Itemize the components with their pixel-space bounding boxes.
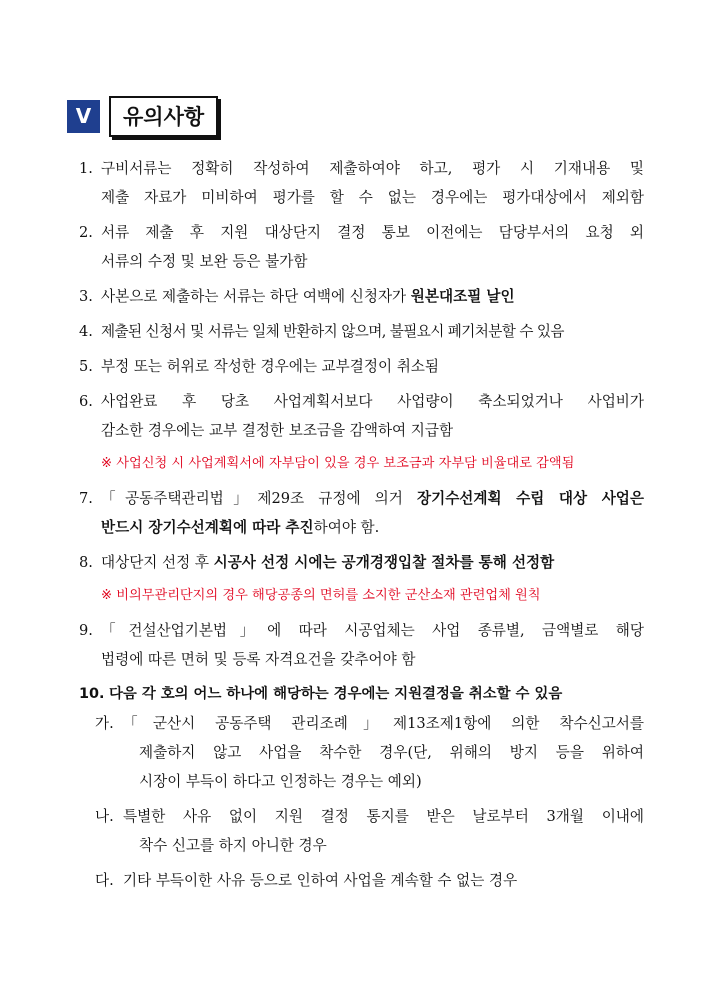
section-title: 유의사항 bbox=[109, 96, 218, 137]
item-text: 제출된 신청서 및 서류는 일체 반환하지 않으며, 불필요시 폐기처분할 수 있음 bbox=[101, 323, 564, 340]
sub-item-na bbox=[79, 802, 644, 860]
notice-item-8 bbox=[79, 548, 644, 610]
item-number: 10. bbox=[79, 686, 105, 702]
item-emphasis: 반드시 장기수선계획에 따라 추진 bbox=[101, 519, 314, 536]
notice-item-10 bbox=[79, 680, 644, 895]
item-number: 6. bbox=[79, 393, 93, 410]
item-text: 부정 또는 허위로 작성한 경우에는 교부결정이 취소됨 bbox=[101, 358, 439, 375]
item-line: 서류의 수정 및 보완 등은 불가함 bbox=[101, 253, 308, 270]
notice-item-1 bbox=[79, 154, 644, 212]
item-number: 5. bbox=[79, 358, 93, 375]
item-emphasis: 장기수선계획 수립 대상 사업은 bbox=[417, 490, 644, 507]
item-line: 법령에 따른 면허 및 등록 자격요건을 갖추어야 함 bbox=[101, 651, 416, 668]
item-text: 대상단지 선정 후 bbox=[101, 554, 214, 571]
item-line: 서류 제출 후 지원 대상단지 결정 통보 이전에는 담당부서의 요청 외 bbox=[101, 224, 644, 241]
sub-item-line: 시장이 부득이 하다고 인정하는 경우는 예외) bbox=[139, 773, 422, 790]
item-emphasis: 원본대조필 날인 bbox=[410, 288, 515, 305]
item-line: 구비서류는 정확히 작성하여 제출하여야 하고, 평가 시 기재내용 및 bbox=[101, 160, 644, 177]
item-text: 「공동주택관리법」제29조 규정에 의거 bbox=[101, 490, 417, 507]
item-number: 4. bbox=[79, 323, 93, 340]
item-line: 감소한 경우에는 교부 결정한 보조금을 감액하여 지급함 bbox=[101, 422, 454, 439]
notice-item-2 bbox=[79, 218, 644, 276]
item-text: 하여야 함. bbox=[313, 519, 380, 536]
note-text: ※ 비의무관리단지의 경우 해당공종의 면허를 소지한 군산소재 관련업체 원칙 bbox=[101, 588, 541, 603]
notice-list bbox=[79, 154, 644, 895]
item-number: 3. bbox=[79, 288, 93, 305]
notice-item-4 bbox=[79, 317, 644, 346]
sub-item-line: 특별한 사유 없이 지원 결정 통지를 받은 날로부터 3개월 이내에 bbox=[123, 808, 644, 825]
notice-item-6 bbox=[79, 387, 644, 478]
sub-item-ga bbox=[79, 709, 644, 796]
item-number: 1. bbox=[79, 160, 93, 177]
notice-item-5 bbox=[79, 352, 644, 381]
notice-item-3 bbox=[79, 282, 644, 311]
item-number: 2. bbox=[79, 224, 93, 241]
item-emphasis: 시공사 선정 시에는 공개경쟁입찰 절차를 통해 선정함 bbox=[213, 554, 555, 571]
item-line: 제출 자료가 미비하여 평가를 할 수 없는 경우에는 평가대상에서 제외함 bbox=[101, 189, 644, 206]
item-number: 9. bbox=[79, 622, 93, 639]
item-line: 「건설산업기본법」에 따라 시공업체는 사업 종류별, 금액별로 해당 bbox=[101, 622, 644, 639]
sub-item-number: 다. bbox=[95, 872, 114, 889]
sub-item-line: 기타 부득이한 사유 등으로 인하여 사업을 계속할 수 없는 경우 bbox=[123, 872, 518, 889]
section-header bbox=[67, 96, 218, 136]
notice-item-7 bbox=[79, 484, 644, 542]
sub-item-line: 「군산시 공동주택 관리조례」제13조제1항에 의한 착수신고서를 bbox=[123, 715, 644, 732]
notice-item-9 bbox=[79, 616, 644, 674]
item-number: 7. bbox=[79, 490, 93, 507]
section-number-badge: V bbox=[67, 100, 100, 133]
sub-item-da bbox=[79, 866, 644, 895]
item-number: 8. bbox=[79, 554, 93, 571]
sub-item-number: 가. bbox=[95, 715, 114, 732]
item-text: 사본으로 제출하는 서류는 하단 여백에 신청자가 bbox=[101, 288, 411, 305]
item-line: 사업완료 후 당초 사업계획서보다 사업량이 축소되었거나 사업비가 bbox=[101, 393, 644, 410]
note-text: ※ 사업신청 시 사업계획서에 자부담이 있을 경우 보조금과 자부담 비율대로 감액됨 bbox=[101, 456, 575, 471]
sub-item-line: 제출하지 않고 사업을 착수한 경우(단, 위해의 방지 등을 위하여 bbox=[139, 744, 644, 761]
item-text: 다음 각 호의 어느 하나에 해당하는 경우에는 지원결정을 취소할 수 있음 bbox=[109, 686, 563, 702]
sub-item-line: 착수 신고를 하지 아니한 경우 bbox=[139, 837, 327, 854]
sub-item-number: 나. bbox=[95, 808, 114, 825]
